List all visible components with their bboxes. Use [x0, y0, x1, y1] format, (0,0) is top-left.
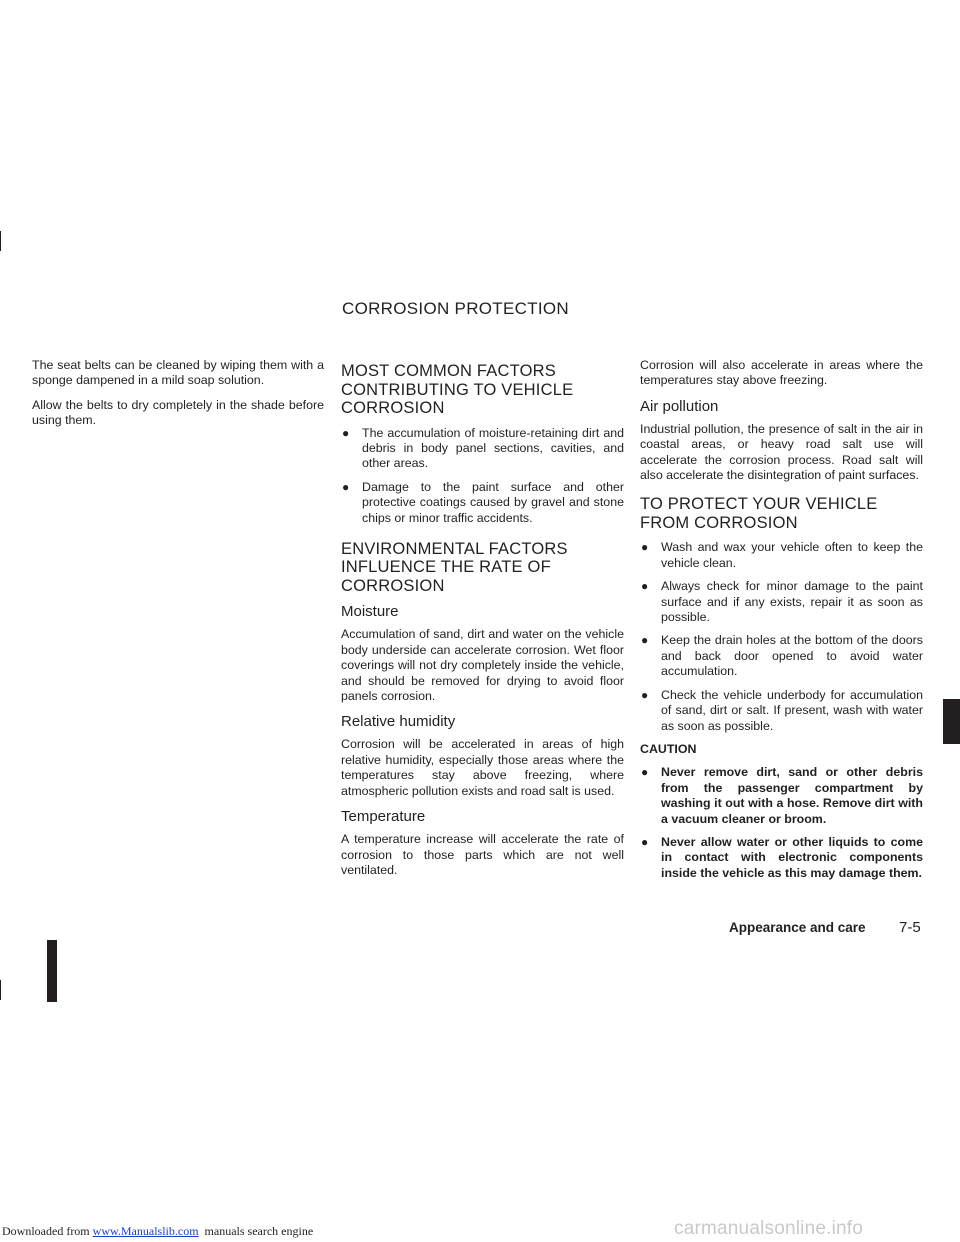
- section-title: CORROSION PROTECTION: [342, 299, 570, 318]
- crop-mark-bottom: [0, 980, 1, 1000]
- middle-column: [341, 362, 624, 887]
- bullet-icon: ●: [641, 834, 649, 849]
- factors-list: [341, 426, 624, 526]
- crop-mark-top: [0, 231, 1, 251]
- bullet-icon: ●: [641, 687, 649, 702]
- bullet-icon: ●: [342, 479, 350, 494]
- list-item: ● Damage to the paint surface and other protective coatings caused by gravel and stone chips or minor traffic accidents.: [342, 479, 624, 525]
- caution-list: [640, 765, 923, 881]
- chapter-tab-marker: [943, 699, 960, 744]
- download-notice: Downloaded from www.Manualslib.com manuals search engine: [2, 1224, 314, 1238]
- seat-belt-drying-text: Allow the belts to dry completely in the shade before using them.: [32, 397, 324, 428]
- list-item: ● The accumulation of moisture-retaining dirt and debris in body panel sections, cavities, and other areas.: [342, 425, 624, 471]
- air-pollution-text: Industrial pollution, the presence of salt in the air in coastal areas, or heavy road salt use will accelerate the corrosion process. Road salt will also accelerate the disintegration of paint surfaces.: [640, 421, 923, 483]
- right-column: [640, 358, 923, 889]
- left-column: [32, 358, 324, 438]
- humidity-text: Corrosion will be accelerated in areas of high relative humidity, especially those areas where the temperatures stay above freezing, where atmospheric pollution exists and road salt is used.: [341, 737, 624, 798]
- air-pollution-subheading: Air pollution: [640, 397, 719, 415]
- seat-belt-cleaning-text: The seat belts can be cleaned by wiping them with a sponge dampened in a mild soap solution.: [32, 358, 324, 388]
- bullet-icon: ●: [641, 765, 649, 780]
- list-item: ● Check the vehicle underbody for accumulation of sand, dirt or salt. If present, wash with water as soon as possible.: [641, 687, 923, 733]
- list-item: ● Never allow water or other liquids to come in contact with electronic components inside the vehicle as this may damage them.: [641, 834, 923, 880]
- footer-chapter-label: Appearance and care: [729, 920, 866, 935]
- intro-text: Corrosion will also accelerate in areas where the temperatures stay above freezing.: [640, 358, 923, 388]
- humidity-subheading: Relative humidity: [341, 713, 456, 731]
- environmental-factors-heading: ENVIRONMENTAL FACTORS INFLUENCE THE RATE OF CORROSION: [341, 539, 568, 595]
- list-item: ● Never remove dirt, sand or other debris from the passenger compartment by washing it out with a hose. Remove dirt with a vacuum cleaner or broom.: [641, 765, 923, 826]
- page-number: 7-5: [899, 919, 921, 936]
- common-factors-heading: MOST COMMON FACTORS CONTRIBUTING TO VEHICLE CORROSION: [341, 362, 574, 417]
- protect-list: [640, 540, 923, 733]
- bullet-icon: ●: [641, 633, 649, 648]
- list-item: ● Wash and wax your vehicle often to keep the vehicle clean.: [641, 540, 923, 570]
- moisture-text: Accumulation of sand, dirt and water on the vehicle body underside can accelerate corrosion. Wet floor coverings will not dry completely inside the vehicle, and should be removed for drying to avoid floor panels corrosion.: [341, 627, 624, 704]
- temperature-text: A temperature increase will accelerate the rate of corrosion to those parts which are not well ventilated.: [341, 832, 624, 877]
- temperature-subheading: Temperature: [341, 808, 426, 826]
- bullet-icon: ●: [641, 540, 649, 555]
- moisture-subheading: Moisture: [341, 603, 399, 621]
- protect-heading: TO PROTECT YOUR VEHICLE FROM CORROSION: [640, 495, 878, 532]
- margin-bar: [47, 940, 57, 1002]
- bullet-icon: ●: [342, 425, 350, 440]
- watermark-text: carmanualsonline.info: [674, 1218, 864, 1239]
- list-item: ● Always check for minor damage to the paint surface and if any exists, repair it as soon as possible.: [641, 579, 923, 625]
- list-item: ● Keep the drain holes at the bottom of the doors and back door opened to avoid water accumulation.: [641, 633, 923, 679]
- caution-title: CAUTION: [640, 741, 697, 756]
- manualslib-link[interactable]: www.Manualslib.com: [92, 1224, 199, 1238]
- bullet-icon: ●: [641, 579, 649, 594]
